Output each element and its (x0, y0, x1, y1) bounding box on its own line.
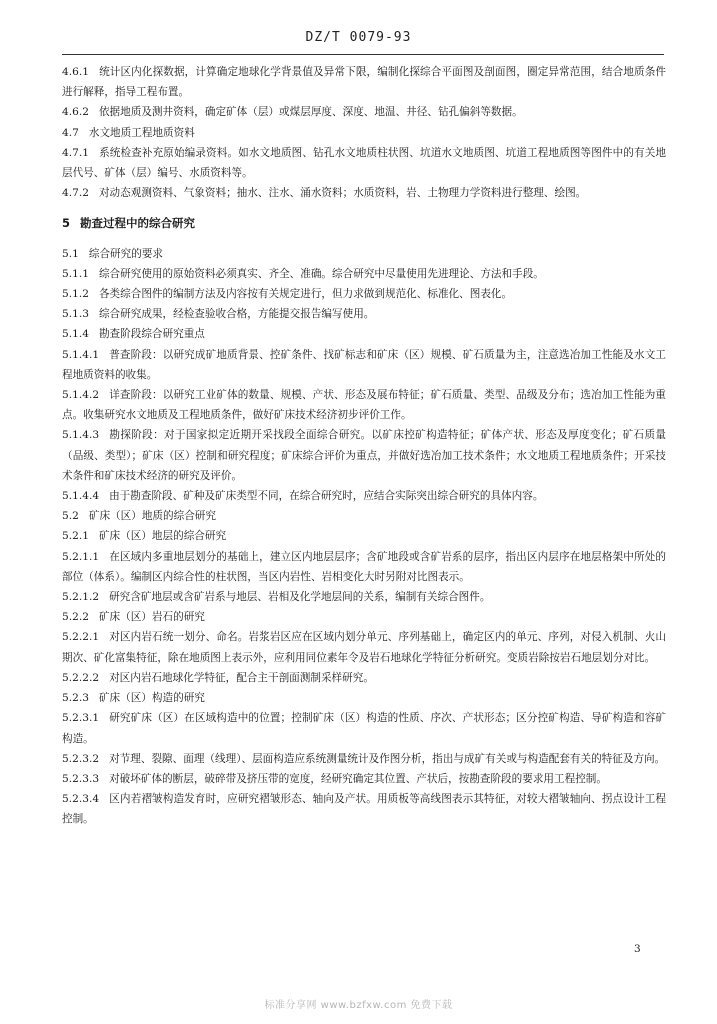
clause-text: 对区内岩石地球化学特征，配合主干剖面测制采样研究。 (109, 671, 374, 684)
clause-text: 矿床（区）地层的综合研究 (98, 530, 227, 543)
clause-number: 5.2.1 (62, 530, 89, 543)
header-rule (62, 54, 664, 55)
clause-number: 5.2 (62, 510, 79, 523)
clause-text: 区内若褶皱构造发育时，应研究褶皱形态、轴向及产状。用质板等高线图表示其特征，对较大褶皱轴向、拐点设计工程控制。 (62, 793, 666, 826)
paragraph-5-2-2-1 (62, 627, 666, 667)
clause-text: 各类综合图件的编制方法及内容按有关规定进行，但力求做到规范化、标准化、图表化。 (98, 288, 513, 301)
section-gap (62, 234, 666, 244)
clause-text: 矿床（区）岩石的研究 (98, 611, 205, 624)
clause-text: 综合研究成果，经检查验收合格，方能提交报告编写使用。 (98, 308, 375, 321)
heading-5-2-2 (62, 607, 666, 627)
clause-text: 对破坏矿体的断层，破碎带及挤压带的宽度，经研究确定其位置、产状后，按勘查阶段的要求用工程控制。 (109, 772, 607, 785)
clause-text: 由于勘查阶段、矿种及矿床类型不同，在综合研究时，应结合实际突出综合研究的具体内容。 (109, 490, 544, 503)
paragraph-5-2-3-2 (62, 749, 666, 769)
document-body (62, 62, 666, 830)
heading-4-7 (62, 123, 666, 143)
heading-5-2-1 (62, 526, 666, 546)
clause-text: 依据地质及测井资料，确定矿体（层）或煤层厚度、深度、地温、井径、钻孔偏斜等数据。 (98, 106, 523, 119)
clause-text: 在区域内多重地层划分的基础上，建立区内地层层序；含矿地段或含矿岩系的层序，指出区内层序在地层格架中所处的部位（体系）。编制区内综合性的柱状图，当区内岩性、岩相变化大时另附对比图表示。 (62, 550, 666, 583)
clause-number: 5.2.2.2 (62, 671, 100, 684)
paragraph-5-2-3-3 (62, 769, 666, 789)
paragraph-5-2-3-4 (62, 789, 666, 829)
clause-number: 5.1.4.3 (62, 429, 100, 442)
heading-5-2 (62, 506, 666, 526)
clause-text: 对节理、裂隙、面理（线理）、层面构造应系统测量统计及作图分析，指出与成矿有关或与构造配套有关的特征及方向。 (109, 752, 666, 765)
clause-number: 5.1.2 (62, 288, 89, 301)
paragraph-5-1-2 (62, 284, 666, 304)
paragraph-5-1-4-4 (62, 486, 666, 506)
clause-number: 5.2.3 (62, 692, 89, 705)
clause-number: 5.1.4.4 (62, 490, 100, 503)
clause-number: 4.7.2 (62, 187, 89, 200)
paragraph-4-6-2 (62, 102, 666, 122)
clause-number: 5.2.3.2 (62, 752, 100, 765)
clause-text: 统计区内化探数据，计算确定地球化学背景值及异常下限，编制化探综合平面图及剖面图，圈定异常范围，结合地质条件进行解释，指导工程布置。 (62, 66, 666, 99)
clause-number: 5.1.4.2 (62, 389, 100, 402)
clause-number: 5.2.3.3 (62, 772, 100, 785)
clause-text: 普查阶段：以研究成矿地质背景、控矿条件、找矿标志和矿床（区）规模、矿石质量为主，注意选冶加工性能及水文工程地质资料的收集。 (62, 348, 666, 381)
paragraph-5-2-1-1 (62, 547, 666, 587)
paragraph-5-2-1-2 (62, 587, 666, 607)
section-gap (62, 203, 666, 213)
clause-text: 对区内岩石统一划分、命名。岩浆岩区应在区域内划分单元、序列基础上，确定区内的单元、序列，对侵入机制、火山期次、矿化富集特征，除在地质图上表示外，应利用同位素年令及岩石地球化学特征分析研究。变质岩除按岩石地层划分对比。 (62, 631, 666, 664)
paragraph-4-7-1 (62, 143, 666, 183)
paragraph-5-1-1 (62, 264, 666, 284)
clause-number: 5.2.3.4 (62, 793, 100, 806)
clause-text: 矿床（区）地质的综合研究 (88, 510, 216, 523)
paragraph-5-1-4-3 (62, 425, 666, 486)
clause-number: 5.2.2 (62, 611, 89, 624)
paragraph-5-1-4-1 (62, 345, 666, 385)
paragraph-5-2-2-2 (62, 668, 666, 688)
page-number: 3 (634, 943, 641, 955)
section-heading-5 (62, 213, 666, 233)
clause-number: 5.2.2.1 (62, 631, 100, 644)
clause-text: 研究矿床（区）在区域构造中的位置；控制矿床（区）构造的性质、序次、产状形态；区分控矿构造、导矿构造和容矿构造。 (62, 712, 666, 745)
section-number: 5 (62, 216, 71, 231)
clause-number: 4.7 (62, 126, 79, 139)
clause-text: 勘探阶段：对于国家拟定近期开采找段全面综合研究。以矿床控矿构造特征；矿体产状、形态及厚度变化；矿石质量（品级、类型）；矿床（区）控制和研究程度；矿床综合评价为重点，并做好选冶加工技术条件；水文地质工程地质条件；开采技术条件和矿床技术经济的研究及评价。 (62, 429, 666, 482)
heading-5-1 (62, 244, 666, 264)
clause-text: 对动态观测资料、气象资料；抽水、注水、涌水资料；水质资料，岩、土物理力学资料进行整理、绘图。 (98, 187, 587, 200)
paragraph-4-7-2 (62, 183, 666, 203)
clause-text: 系统检查补充原始编录资料。如水文地质图、钻孔水文地质柱状图、坑道水文地质图、坑道工程地质图等图件中的有关地层代号、矿体（层）编号、水质资料等。 (62, 146, 666, 180)
paragraph-5-1-3 (62, 304, 666, 324)
paragraph-5-2-3-1 (62, 708, 666, 748)
clause-number: 4.7.1 (62, 146, 89, 159)
clause-text: 综合研究使用的原始资料必须真实、齐全、准确。综合研究中尽量使用先进理论、方法和手段。 (98, 267, 544, 280)
clause-number: 5.2.1.2 (62, 591, 100, 604)
clause-number: 5.1 (62, 247, 79, 260)
clause-number: 5.1.4.1 (62, 348, 100, 361)
paragraph-5-1-4-2 (62, 385, 666, 425)
heading-5-1-4 (62, 324, 666, 344)
clause-text: 勘查阶段综合研究重点 (98, 328, 205, 341)
paragraph-4-6-1 (62, 62, 666, 102)
clause-text: 综合研究的要求 (88, 247, 164, 260)
clause-number: 5.2.3.1 (62, 712, 100, 725)
heading-5-2-3 (62, 688, 666, 708)
clause-number: 4.6.2 (62, 106, 89, 119)
standard-code-header: DZ/T 0079-93 (305, 30, 412, 45)
clause-text: 水文地质工程地质资料 (88, 126, 195, 139)
clause-number: 5.1.1 (62, 267, 89, 280)
clause-text: 矿床（区）构造的研究 (98, 692, 205, 705)
clause-text: 研究含矿地层或含矿岩系与地层、岩相及化学地层间的关系，编制有关综合图件。 (109, 591, 491, 604)
clause-number: 4.6.1 (62, 66, 89, 78)
clause-text: 详查阶段：以研究工业矿体的数量、规模、产状、形态及展布特征；矿石质量、类型、品级及分布；选冶加工性能为重点。收集研究水文地质及工程地质条件，做好矿床技术经济初步评价工作。 (62, 389, 666, 422)
clause-number: 5.1.4 (62, 328, 89, 341)
section-title: 勘查过程中的综合研究 (80, 216, 196, 231)
watermark-text: 标准分享网 www.bzfxw.com 免费下载 (264, 1000, 453, 1011)
clause-number: 5.2.1.1 (62, 550, 100, 563)
clause-number: 5.1.3 (62, 308, 89, 321)
